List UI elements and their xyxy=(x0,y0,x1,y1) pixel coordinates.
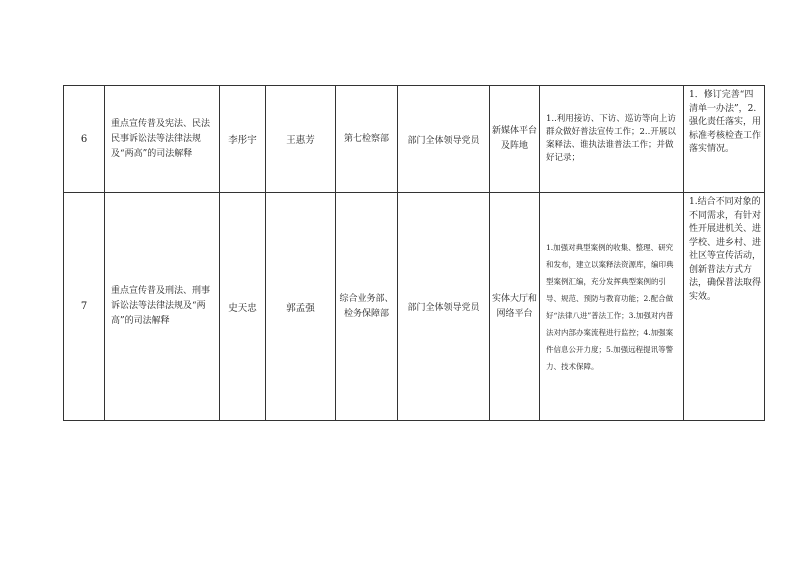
methods-text: 1．修订完善“四清单一办法”，2.强化责任落实，用标准考核检查工作落实情况。 xyxy=(689,90,762,154)
measures-text: 1.加强对典型案例的收集、整理、研究和发布，建立以案释法资源库，编印典型案例汇编，充分发挥典型案例的引导、规范、预防与教育功能；2.配合做好“法律八进”普法工作；3.加强对内普法对内部办案流程进行监控；4.加强案件信息公开力度；5.加强远程提讯等警力、技术保障。 xyxy=(540,193,684,421)
row-number: 6 xyxy=(64,86,105,193)
responsible-person: 王惠芳 xyxy=(266,86,336,193)
target-audience: 部门全体领导党员 xyxy=(398,193,490,421)
department: 综合业务部、检务保障部 xyxy=(336,193,398,421)
table-row xyxy=(64,193,765,421)
methods-text: 1.结合不同对象的不同需求，有针对性开展进机关、进学校、进乡村、进社区等宣传活动，创新普法方式方法，确保普法取得实效。 xyxy=(689,197,762,302)
publicity-plan-table xyxy=(63,85,765,421)
publicity-content: 重点宣传普及宪法、民法民事诉讼法等法律法规及“两高”的司法解释 xyxy=(105,86,220,193)
methods-cell xyxy=(684,193,765,421)
responsible-person: 郭孟强 xyxy=(266,193,336,421)
table-row xyxy=(64,86,765,193)
methods-cell xyxy=(684,86,765,193)
publicity-form: 新媒体平台及阵地 xyxy=(490,86,540,193)
row-number: 7 xyxy=(64,193,105,421)
leader-name: 史天忠 xyxy=(220,193,266,421)
publicity-content: 重点宣传普及刑法、刑事诉讼法等法律法规及“两高”的司法解释 xyxy=(105,193,220,421)
leader-name: 李彤宇 xyxy=(220,86,266,193)
target-audience: 部门全体领导党员 xyxy=(398,86,490,193)
measures-text: 1..利用接访、下访、巡访等向上访群众做好普法宣传工作；2..开展以案释法、谁执法谁普法工作；并做好记录； xyxy=(540,86,684,193)
department: 第七检察部 xyxy=(336,86,398,193)
publicity-form: 实体大厅和网络平台 xyxy=(490,193,540,421)
